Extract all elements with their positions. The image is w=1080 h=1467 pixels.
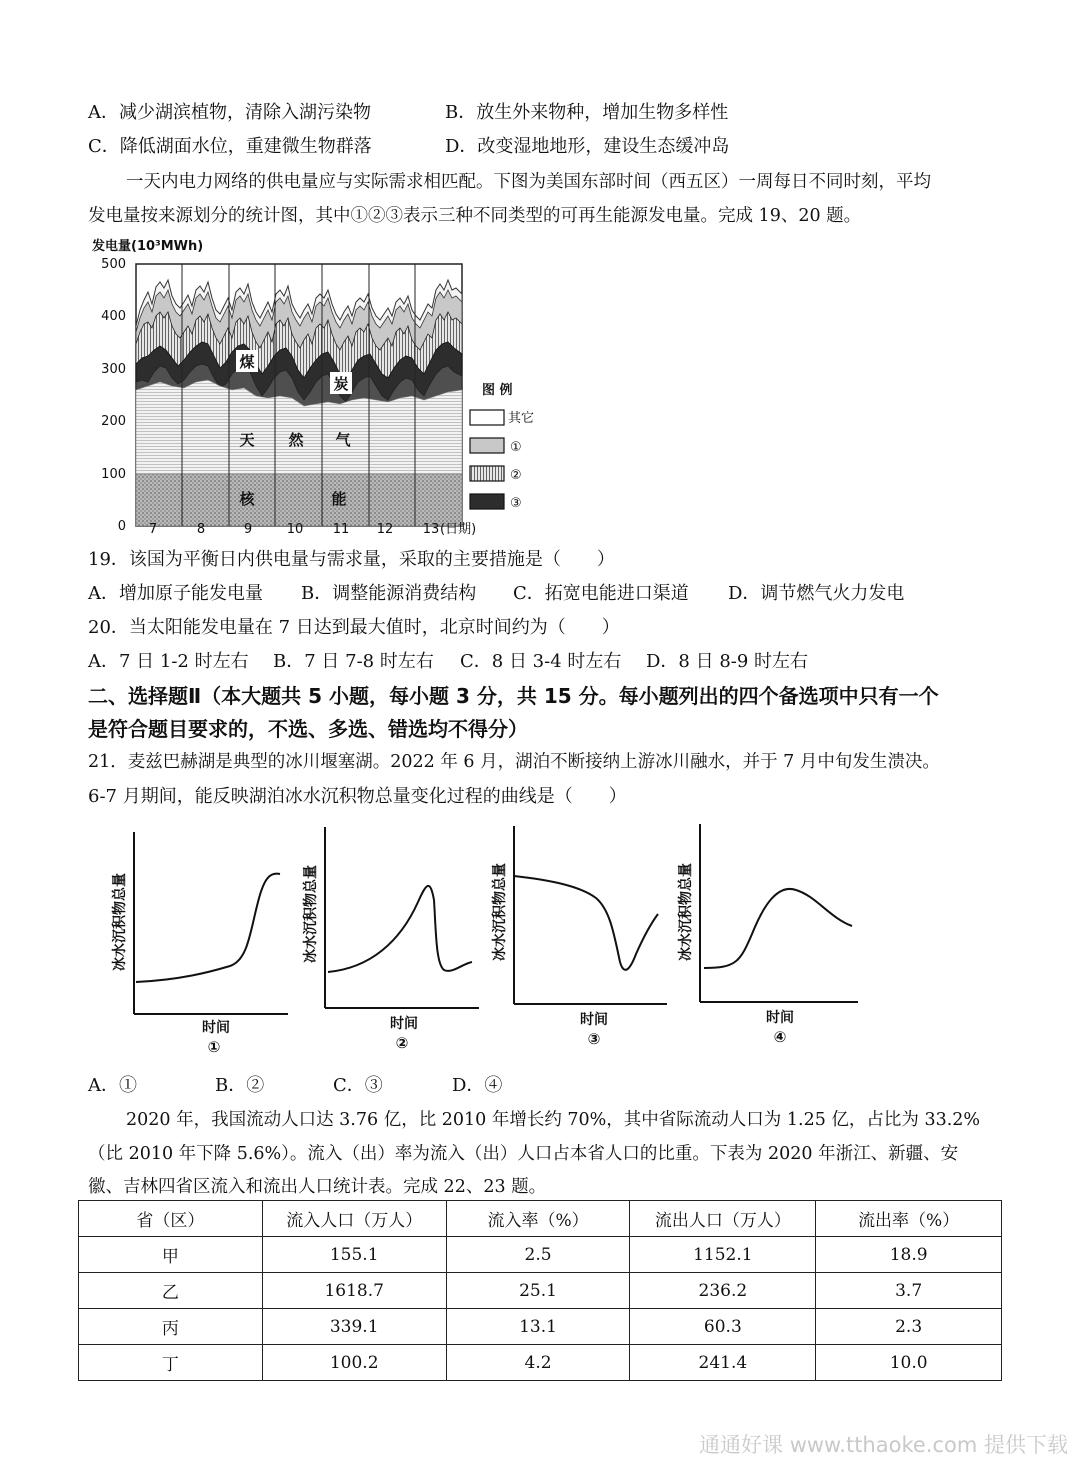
q19-option-b: B．调整能源消费结构 [301,583,477,604]
intro-22-23-line2: （比 2010 年下降 5.6%）。流入（出）率为流入（出）人口占本省人口的比重。下表为 2020 年浙江、新疆、安 [88,1144,959,1164]
q20-option-a: A．7 日 1-2 时左右 [88,651,249,672]
q18-option-d: D．改变湿地地形，建设生态缓冲岛 [445,136,730,157]
population-flow-table [78,1200,1002,1381]
y-tick-500: 500 [101,257,126,272]
table-cell: 4.2 [446,1345,630,1381]
intro-22-23-line3: 徽、吉林四省区流入和流出人口统计表。完成 22、23 题。 [88,1177,547,1197]
sediment-curve-charts [100,822,880,1062]
gas-label-3: 气 [335,431,351,449]
q20-option-c: C．8 日 3-4 时左右 [460,651,622,672]
table-row [79,1237,1002,1273]
x-tick-13: 13 [422,522,440,537]
table-row [79,1273,1002,1309]
q20-option-d: D．8 日 8-9 时左右 [646,651,809,672]
table-cell: 10.0 [816,1345,1002,1381]
legend-swatch-1 [470,438,504,453]
y-tick-labels [101,257,126,534]
gas-label-2: 然 [288,431,304,449]
curve-3 [514,876,658,970]
x-tick-10: 10 [286,522,304,537]
xlabel-2: 时间 [390,1016,418,1032]
table-header-inflow: 流入人口（万人） [262,1201,446,1237]
curve-panel-2 [325,827,479,1008]
table-cell: 339.1 [262,1309,446,1345]
panel-label-4: ④ [773,1028,787,1046]
curve-panel-3 [514,826,667,1004]
q21-line1: 21．麦兹巴赫湖是典型的冰川堰塞湖。2022 年 6 月，湖泊不断接纳上游冰川融水，并于 7 月中旬发生溃决。 [88,752,940,772]
legend-swatch-3 [470,494,504,509]
q21-line2: 6-7 月期间，能反映湖泊冰水沉积物总量变化过程的曲线是（ ） [88,786,627,807]
x-tick-8: 8 [196,522,206,537]
q19-option-a: A．增加原子能发电量 [88,583,263,604]
q19-option-d: D．调节燃气火力发电 [728,583,905,604]
q20-stem: 20．当太阳能发电量在 7 日达到最大值时，北京时间约为（ ） [88,617,620,638]
legend-label-2: ② [510,468,522,483]
y-tick-200: 200 [101,414,126,429]
table-cell: 100.2 [262,1345,446,1381]
q19-option-c: C．拓宽电能进口渠道 [513,583,689,604]
x-tick-11: 11 [332,522,350,537]
legend-swatch-2 [470,466,504,481]
table-cell: 3.7 [816,1273,1002,1309]
legend-label-3: ③ [510,496,522,511]
table-cell: 丙 [79,1309,263,1345]
ylabel-4: 冰水沉积物总量 [678,863,694,961]
curve-2 [328,886,472,972]
table-cell: 18.9 [816,1237,1002,1273]
coal-label-2: 炭 [333,375,349,393]
series-nuclear-area [136,474,462,526]
legend-label-1: ① [510,440,522,455]
section-2-heading-line2: 是符合题目要求的，不选、多选、错选均不得分） [88,717,528,741]
xlabel-4: 时间 [766,1010,794,1026]
table-cell: 乙 [79,1273,263,1309]
y-tick-300: 300 [101,362,126,377]
q18-option-b: B．放生外来物种，增加生物多样性 [445,102,729,123]
legend-swatch-other [470,410,504,425]
q19-stem: 19．该国为平衡日内供电量与需求量，采取的主要措施是（ ） [88,549,615,570]
section-2-heading-line1: 二、选择题Ⅱ（本大题共 5 小题，每小题 3 分，共 15 分。每小题列出的四个备选项中只有一个 [88,684,939,708]
q21-option-b: B．② [215,1075,265,1096]
table-cell: 1618.7 [262,1273,446,1309]
q18-option-c: C．降低湖面水位，重建微生物群落 [88,136,372,157]
table-header-inflow-rate: 流入率（%） [446,1201,630,1237]
table-cell: 2.3 [816,1309,1002,1345]
watermark: 通通好课 www.tthaoke.com 提供下载 [699,1433,1068,1457]
table-cell: 丁 [79,1345,263,1381]
table-cell: 155.1 [262,1237,446,1273]
table-cell: 1152.1 [630,1237,816,1273]
curve-4 [704,889,852,968]
table-cell: 241.4 [630,1345,816,1381]
table-header-province: 省（区） [79,1201,263,1237]
q21-option-d: D．④ [452,1075,503,1096]
ylabel-3: 冰水沉积物总量 [492,863,508,961]
intro-19-20-line2: 发电量按来源划分的统计图，其中①②③表示三种不同类型的可再生能源发电量。完成 19、20 题。 [88,206,862,226]
panel-label-3: ③ [587,1030,601,1048]
table-cell: 60.3 [630,1309,816,1345]
curve-panel-1 [134,832,288,1014]
table-cell: 13.1 [446,1309,630,1345]
nuclear-label-1: 核 [239,490,255,508]
panel-label-2: ② [395,1034,409,1052]
q20-option-b: B．7 日 7-8 时左右 [273,651,434,672]
table-row [79,1345,1002,1381]
table-cell: 25.1 [446,1273,630,1309]
y-tick-100: 100 [101,467,126,482]
x-tick-9: 9 [243,522,253,537]
curve-panel-4 [700,824,858,1002]
curve-1 [136,874,280,982]
y-tick-400: 400 [101,309,126,324]
y-axis-label: 发电量(10³MWh) [92,239,204,254]
xlabel-3: 时间 [580,1012,608,1028]
panel-label-1: ① [207,1038,221,1056]
intro-19-20-line1: 一天内电力网络的供电量应与实际需求相匹配。下图为美国东部时间（西五区）一周每日不同时刻，平均 [126,172,931,192]
y-tick-0: 0 [117,519,126,534]
table-header-outflow: 流出人口（万人） [630,1201,816,1237]
chart-legend [470,382,534,511]
ylabel-1: 冰水沉积物总量 [112,873,128,971]
x-axis-label: (日期) [440,522,477,537]
xlabel-1: 时间 [202,1020,230,1036]
q21-option-a: A．① [88,1075,137,1096]
table-header-row [79,1201,1002,1237]
gas-label-1: 天 [239,431,255,449]
table-cell: 236.2 [630,1273,816,1309]
plot-area [136,264,462,526]
q18-option-a: A．减少湖滨植物，清除入湖污染物 [88,102,371,123]
ylabel-2: 冰水沉积物总量 [303,865,319,963]
table-cell: 2.5 [446,1237,630,1273]
legend-title: 图 例 [482,383,513,398]
coal-label-1: 煤 [239,353,255,371]
x-tick-12: 12 [376,522,394,537]
nuclear-label-2: 能 [331,490,347,508]
q21-option-c: C．③ [333,1075,383,1096]
x-tick-7: 7 [148,522,158,537]
electricity-generation-chart [86,232,556,540]
table-row [79,1309,1002,1345]
intro-22-23-line1: 2020 年，我国流动人口达 3.76 亿，比 2010 年增长约 70%，其中省际流动人口为 1.25 亿，占比为 33.2% [126,1110,981,1130]
table-cell: 甲 [79,1237,263,1273]
legend-label-other: 其它 [508,411,535,426]
table-header-outflow-rate: 流出率（%） [816,1201,1002,1237]
